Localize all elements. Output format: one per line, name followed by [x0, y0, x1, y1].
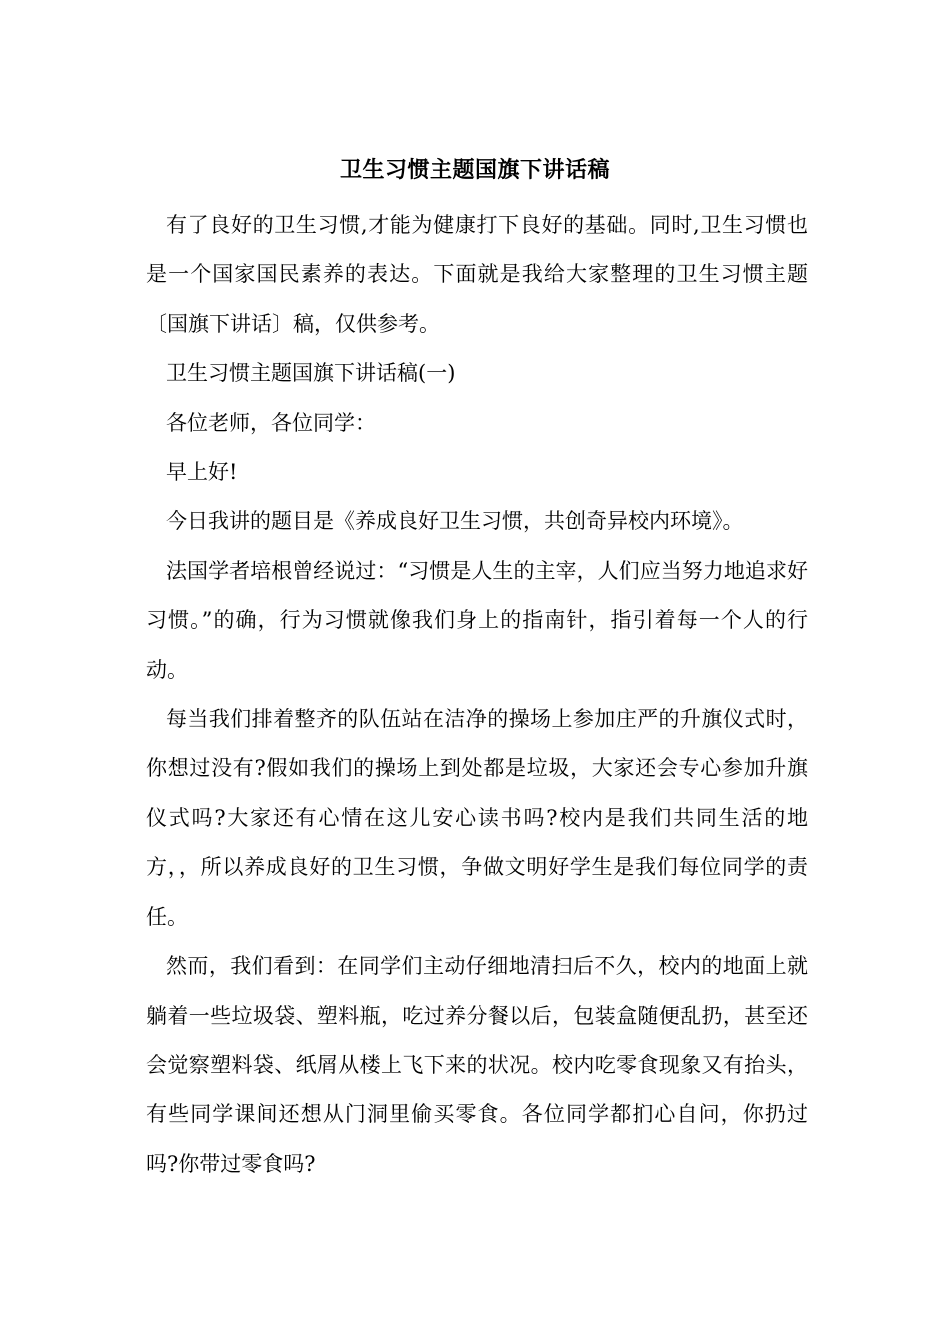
document-body — [146, 201, 808, 1189]
paragraph-salutation: 各位老师，各位同学： — [166, 410, 376, 435]
document-title: 卫生习惯主题国旗下讲话稿 — [339, 157, 610, 183]
paragraph-topic: 今日我讲的题目是《养成良好卫生习惯，共创奇异校内环境》。 — [166, 509, 744, 534]
paragraph-flag-ceremony: 每当我们排着整齐的队伍站在洁净的操场上参加庄严的升旗仪式时，你想过没有?假如我们的操场上到处都是垃圾，大家还会专心参加升旗仪式吗?大家还有心情在这儿安心读书吗?校内是我们共同生活的地方，，所以养成良好的卫生习惯，争做文明好学生是我们每位同学的责任。 — [146, 707, 808, 929]
paragraph-littering: 然而，我们看到：在同学们主动仔细地清扫后不久，校内的地面上就躺着一些垃圾袋、塑料瓶，吃过养分餐以后，包装盒随便乱扔，甚至还会觉察塑料袋、纸屑从楼上飞下来的状况。校内吃零食现象又有抬头，有些同学课间还想从门洞里偷买零食。各位同学都扪心自问，你扔过吗?你带过零食吗? — [146, 954, 808, 1176]
paragraph-quote: 法国学者培根曾经说过：“习惯是人生的主宰，人们应当努力地追求好习惯。”的确，行为习惯就像我们身上的指南针，指引着每一个人的行动。 — [146, 558, 808, 682]
paragraph-greeting: 早上好! — [166, 460, 238, 485]
paragraph-subtitle: 卫生习惯主题国旗下讲话稿(一) — [166, 361, 456, 386]
paragraph-intro: 有了良好的卫生习惯,才能为健康打下良好的基础。同时,卫生习惯也是一个国家国民素养的表达。下面就是我给大家整理的卫生习惯主题〔国旗下讲话〕稿，仅供参考。 — [146, 213, 808, 336]
